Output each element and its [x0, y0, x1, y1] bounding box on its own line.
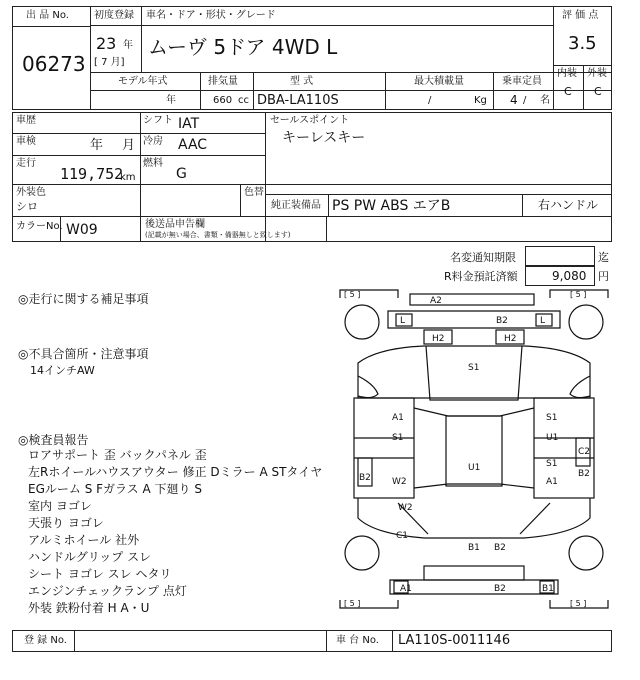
history-label: 車歴 [16, 115, 36, 126]
genuine-label: 純正装備品 [271, 200, 321, 211]
mileage-unit: km [120, 172, 136, 183]
interior-grade: C [564, 85, 572, 98]
mark-front-b2: B2 [494, 543, 506, 553]
max-load-unit: Kg [474, 95, 487, 106]
tire-bottom-left: [ 5 ] [344, 599, 361, 608]
sales-value: キーレスキー [282, 130, 366, 146]
inspector-line: エンジンチェックランプ 点灯 [28, 584, 187, 598]
mark-fbump-b2: B2 [494, 584, 506, 594]
sales-label: セールスポイント [270, 115, 350, 126]
mark-left-w2b: W2 [398, 503, 413, 513]
inspector-line: ロアサポート 歪 バックパネル 歪 [28, 448, 207, 462]
tire-top-right: [ 5 ] [570, 290, 587, 299]
inspector-line: EGルーム S Fガラス A 下廻り S [28, 482, 202, 496]
ac-label: 冷房 [143, 136, 163, 147]
car-diagram [338, 288, 610, 610]
inspector-lines [28, 448, 322, 618]
mark-front-b1: B1 [468, 543, 480, 553]
mark-rear-bumper: A2 [430, 296, 442, 306]
fuel-label: 燃料 [143, 158, 163, 169]
mark-fbump-b1: B1 [542, 584, 554, 594]
recycle-label: R料金預託済額 [444, 270, 518, 283]
first-reg-label: 初度登録 [94, 10, 134, 21]
exterior-grade: C [594, 85, 602, 98]
displacement-value: 660 [213, 95, 233, 106]
lot-no-label: 出 品 No. [26, 10, 69, 21]
inspector-line: アルミホイール 社外 [28, 533, 140, 547]
mark-right-s1b: S1 [546, 459, 558, 469]
car-name-label: 車名・ドア・形状・グレード [146, 10, 276, 21]
deadline-suffix: 迄 [598, 251, 609, 264]
shaken-month: 月 [122, 138, 136, 153]
displacement-unit: cc [238, 95, 249, 106]
deadline-field [525, 246, 595, 266]
shaken-label: 車検 [16, 136, 36, 147]
interior-label: 内装 [557, 68, 577, 79]
genuine-value: PS PW ABS エアB [332, 198, 451, 214]
chassis-label: 車 台 No. [336, 635, 379, 646]
capacity-slash: / [523, 95, 527, 106]
reg-no-label: 登 録 No. [24, 635, 67, 646]
color-no-label: カラーNo. [16, 221, 63, 232]
inspector-line: 室内 ヨゴレ [28, 499, 92, 513]
mark-rear-left-l: L [400, 316, 406, 326]
mark-rear-b2: B2 [496, 316, 508, 326]
mark-right-a1: A1 [546, 477, 558, 487]
recycle-unit: 円 [598, 270, 609, 283]
inspector-line: 天張り ヨゴレ [28, 516, 104, 530]
type-value: DBA-LA110S [257, 93, 339, 108]
mark-left-s1: S1 [392, 433, 404, 443]
mark-right-s1: S1 [546, 413, 558, 423]
ac-value: AAC [178, 137, 208, 153]
mark-rear-right-l: L [540, 316, 546, 326]
model-year-label: モデル年式 [118, 76, 168, 87]
mark-left-a1: A1 [392, 413, 404, 423]
max-load-slash: / [428, 95, 432, 106]
mark-center-u1: U1 [468, 463, 481, 473]
docs-label: 後送品申告欄 [145, 219, 205, 230]
mark-left-c1: C1 [396, 531, 409, 541]
type-label: 型 式 [290, 76, 314, 87]
score: 3.5 [568, 33, 597, 54]
inspector-header: ◎検査員報告 [18, 433, 89, 447]
mark-h2-left: H2 [432, 334, 445, 344]
exterior-label: 外装 [587, 68, 607, 79]
mileage-value: 119,752 [60, 165, 124, 183]
inspector-line: 外装 鉄粉付着 H A・U [28, 601, 150, 615]
mark-right-c2: C2 [578, 447, 591, 457]
mark-h2-right: H2 [504, 334, 517, 344]
color-label: 外装色 [16, 187, 46, 198]
recycle-value: 9,080 [552, 269, 587, 283]
car-name: ムーヴ 5ドア 4WD L [148, 35, 338, 59]
capacity-label: 乗車定員 [502, 76, 542, 87]
displacement-label: 排気量 [208, 76, 238, 87]
mark-right-u1: U1 [546, 433, 559, 443]
drive-notes-header: ◎走行に関する補足事項 [18, 292, 149, 306]
capacity-value: 4 [510, 93, 518, 107]
first-reg-month: [ 7 月] [94, 57, 125, 68]
inspector-line: 左Rホイールハウスアウター 修正 Dミラー A STタイヤ [28, 465, 323, 479]
repaint-label: 色替 [244, 187, 264, 198]
mark-left-b2: B2 [359, 473, 371, 483]
mark-left-w2: W2 [392, 477, 407, 487]
shift-value: IAT [178, 116, 200, 132]
mileage-label: 走行 [16, 158, 36, 169]
capacity-unit: 名 [540, 95, 550, 106]
year-unit: 年 [123, 40, 133, 51]
fuel-value: G [176, 166, 187, 182]
color-no-value: W09 [66, 222, 98, 238]
model-year-value: 年 [166, 95, 176, 106]
tire-bottom-right: [ 5 ] [570, 599, 587, 608]
shaken-year: 年 [90, 138, 104, 153]
lot-no: 06273 [22, 52, 86, 76]
mark-fbump-a1: A1 [400, 584, 412, 594]
inspector-line: ハンドルグリップ スレ [28, 550, 152, 564]
mark-roof-s1: S1 [468, 363, 480, 373]
chassis-value: LA110S-0011146 [398, 633, 511, 648]
defect-header: ◎不具合箇所・注意事項 [18, 347, 149, 361]
steering: 右ハンドル [538, 198, 599, 212]
inspector-line: シート ヨゴレ スレ ヘタリ [28, 567, 172, 581]
footer-frame [12, 630, 612, 652]
defect-line: 14インチAW [30, 364, 95, 377]
shift-label: シフト [143, 115, 173, 126]
mark-right-b2: B2 [578, 469, 590, 479]
docs-note: (記載が無い場合、書類・備器無しと致します) [145, 231, 291, 239]
max-load-label: 最大積載量 [414, 76, 464, 87]
color-value: シロ [16, 200, 38, 213]
deadline-label: 名変通知期限 [450, 251, 516, 264]
tire-top-left: [ 5 ] [344, 290, 361, 299]
score-label: 評 価 点 [562, 10, 599, 21]
first-reg-year: 23 [96, 34, 117, 53]
